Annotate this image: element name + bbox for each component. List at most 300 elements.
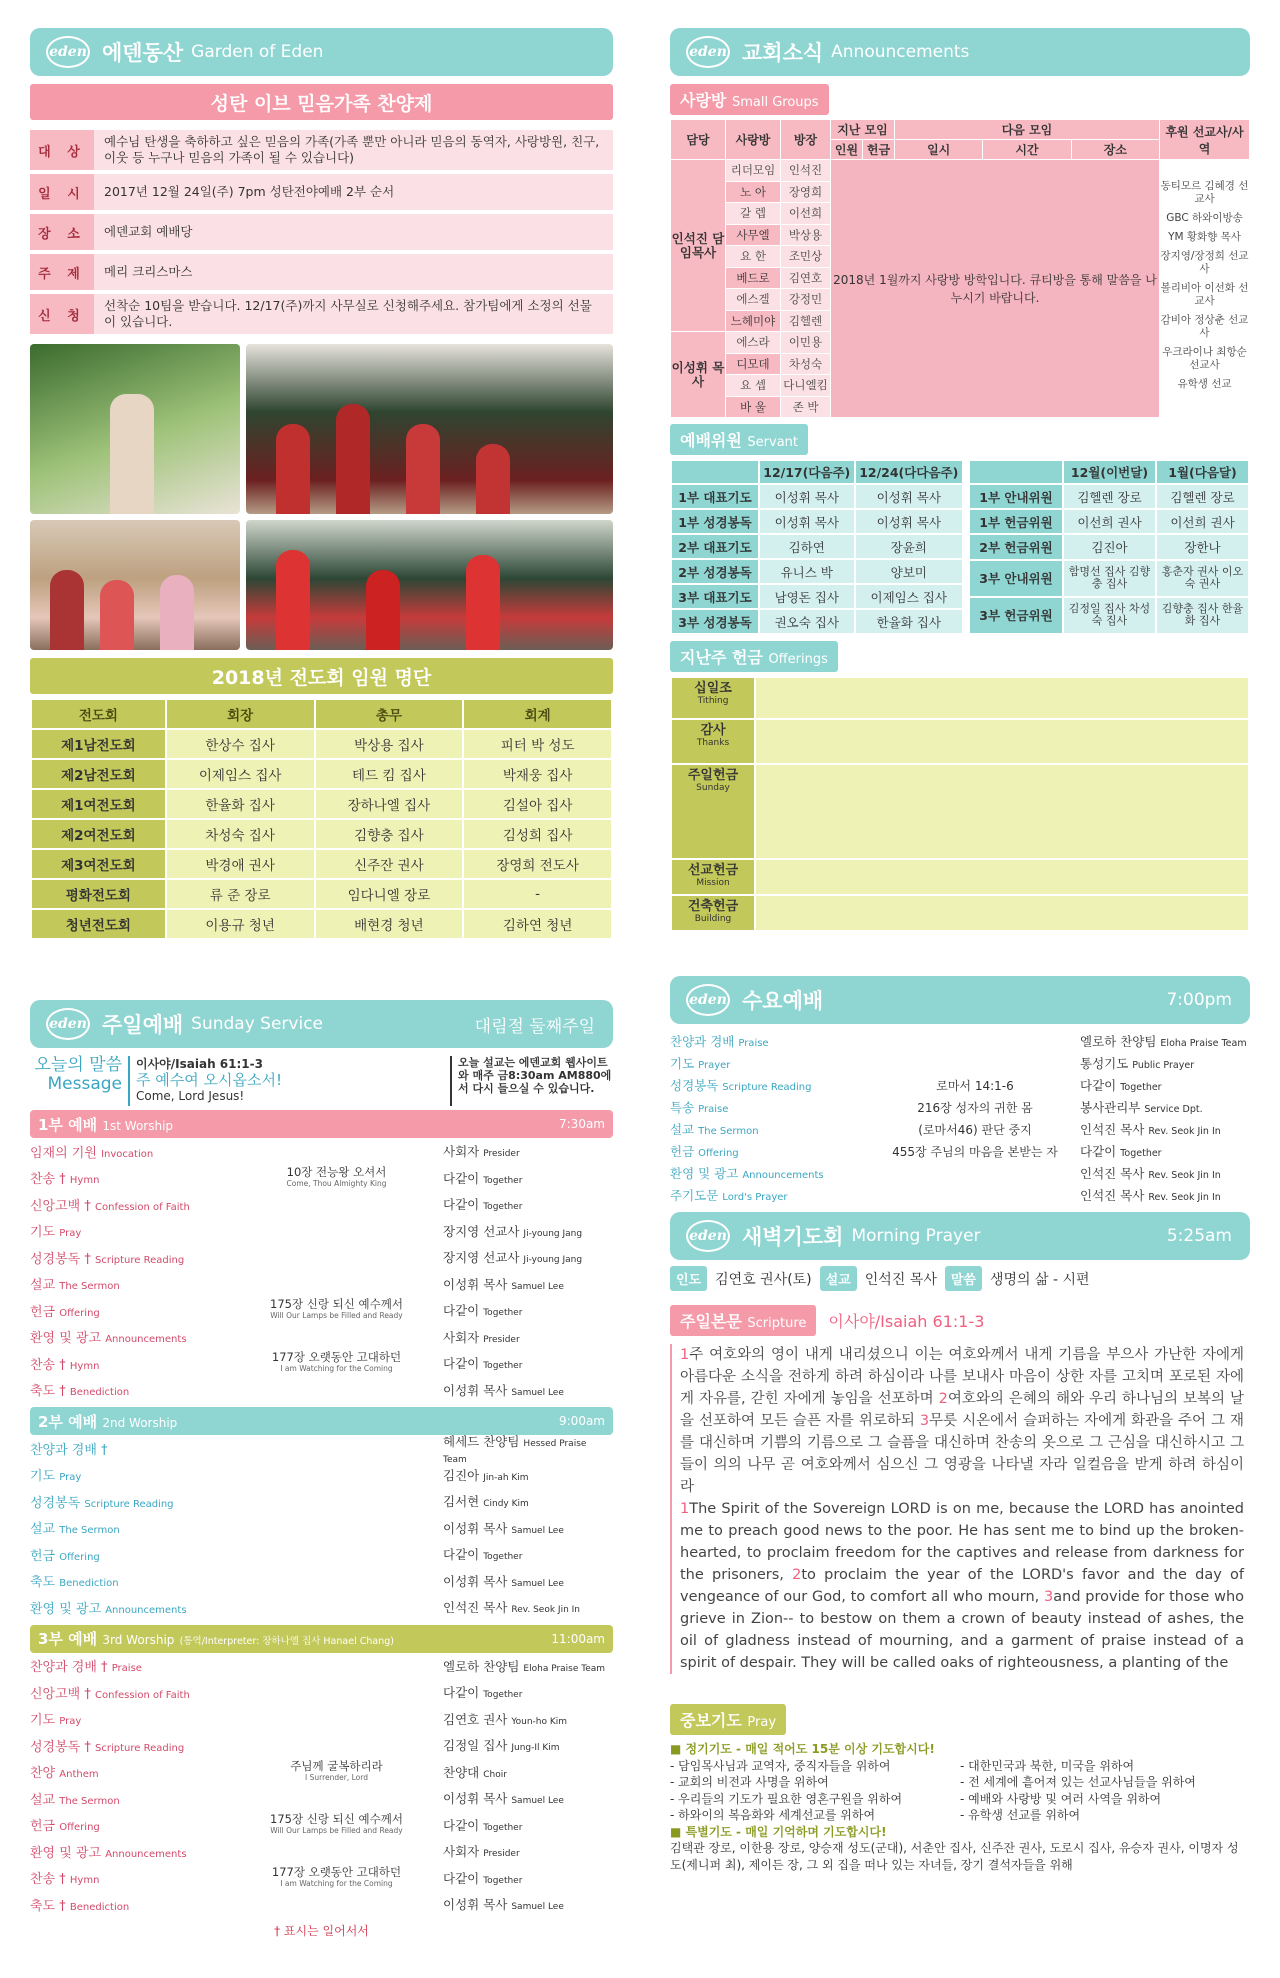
servant-name: 남영돈 집사 [759,584,855,609]
worship-item-leader [443,1248,613,1266]
item-ko: 성경봉독 † [30,1739,91,1755]
item-ko: 헌금 [670,1144,695,1159]
item-en: Announcements [742,1170,824,1181]
servant-role: 1부 헌금위원 [969,509,1063,534]
table-cell: 한율화 집사 [166,789,315,819]
servant-name: 김하연 [759,534,855,559]
col-header: 시간 [983,140,1071,160]
worship-item-leader [443,1142,613,1160]
worship-3 [30,1625,613,1918]
item-ko: 찬양과 경배 † [30,1660,108,1676]
leader-ko: 이성휘 목사 [443,1276,508,1292]
leader-en: Ji-young Jang [523,1255,583,1266]
item-en: Offering [59,1307,100,1319]
servant-role: 1부 대표기도 [671,484,759,509]
hymn-ko: 175장 신랑 되신 예수께서 [270,1297,403,1312]
leader-en: Together [483,1175,523,1186]
worship-item [30,1488,613,1515]
wed-list [670,1030,1250,1206]
leader-en: Service Dpt. [1144,1104,1203,1115]
dawn-subtitle: Morning Prayer [851,1226,981,1246]
item-ko: 기도 [670,1056,695,1071]
worship-item-leader [443,1789,613,1807]
servant-name: 한율화 집사 [855,609,963,634]
table-cell: 제1여전도회 [31,789,166,819]
hymn-en: I am Watching for the Coming [280,1364,393,1374]
mission-item: 유학생 선교 [1177,378,1232,390]
item-en: Lord's Prayer [722,1192,788,1203]
servant-name: 김향충 집사 한율화 집사 [1156,597,1249,634]
hymn-en: Will Our Lamps be Filled and Ready [270,1311,403,1321]
item-en: Hymn [69,1875,100,1887]
sunday-title: 주일예배 [102,1013,184,1037]
item-en: Confession of Faith [95,1689,190,1701]
tag-sub: Pray [747,1715,777,1730]
worship-item [30,1218,613,1245]
worship-3-header [30,1625,613,1653]
leader-en: Rev. Seok Jin In [1148,1192,1221,1203]
footnote: † 표시는 일어서서 [274,1923,369,1938]
leader-ko: 김연호 권사 [443,1711,508,1727]
offering-label: 감사 Thanks [671,719,755,764]
leader-en: Samuel Lee [511,1525,564,1536]
item-ko: 환영 및 광고 [670,1166,739,1181]
group-head: 인석진 [781,160,831,182]
worship-item-leader [443,1545,613,1563]
leader-en: Together [483,1822,523,1833]
worship-item-title [30,1492,230,1511]
item-ko: 성경봉독 † [30,1251,91,1267]
col-header: 인원 [831,140,863,160]
worship-item [30,1433,613,1465]
leader-ko: 사회자 [443,1329,480,1345]
servant-name: 유니스 박 [759,559,855,584]
group-room: 에스겔 [726,289,781,311]
prayer-item: - 전 세계에 흩어져 있는 선교사님들을 위하여 [960,1775,1196,1789]
worship-item-title [30,1248,230,1267]
table-cell: 피터 박 성도 [463,729,612,759]
group-room: 바 울 [726,396,781,418]
group-leader: 이성휘 목 사 [671,332,726,418]
item-ko: 찬양과 경배 [670,1034,735,1049]
leader-en: Presider [483,1849,520,1860]
leader-en: Samuel Lee [511,1796,564,1807]
offering-value [755,764,1249,859]
leader-en: Together [1120,1148,1162,1159]
worship-item-title [30,1895,230,1914]
verse-number: 2 [792,1567,802,1583]
worship-time: 9:00am [559,1414,605,1428]
leader-ko: 다같이 [443,1356,480,1372]
item-en: Confession of Faith [95,1201,190,1213]
prayer-list [670,1741,1250,1873]
worship-time: 11:00am [551,1631,605,1646]
table-cell: 김성희 집사 [463,819,612,849]
message-label-ko: 오늘의 말씀 [34,1055,122,1075]
leader-en: Together [483,1308,523,1319]
eden-logo-icon: eden [46,36,90,68]
wed-item [670,1162,1250,1184]
item-ko: 기도 [30,1713,56,1729]
servant-name: 이선희 권사 [1156,509,1249,534]
dawn-lead-label: 인도 [670,1266,707,1291]
wed-item [670,1096,1250,1118]
wed-item-title [670,1032,870,1050]
worship-item [30,1297,613,1324]
item-ko: 찬송 † [30,1872,66,1888]
servant-table-1 [670,459,964,635]
tag-title: 지난주 헌금 [680,648,763,667]
leader-en: Jung-Il Kim [511,1743,560,1754]
col-header: 12/17(다음주) [759,460,855,484]
worship-1-header [30,1110,613,1138]
worship-item-hymn [230,1164,443,1189]
item-ko: 축도 † [30,1898,66,1914]
table-cell: 박경애 권사 [166,849,315,879]
dawn-word: 생명의 삶 - 시편 [989,1271,1090,1288]
choir-info-table [30,126,613,338]
worship-item-title [30,1545,230,1564]
group-missions [1160,160,1250,418]
item-en: The Sermon [698,1126,759,1137]
dawn-sermon-label: 설교 [820,1266,857,1291]
table-cell: 한상수 집사 [166,729,315,759]
leader-en: Public Prayer [1132,1060,1195,1071]
servant-name: 김헬렌 장로 [1063,484,1156,509]
table-cell: 차성숙 집사 [166,819,315,849]
info-value: 예수님 탄생을 축하하고 싶은 믿음의 가족(가족 뿐만 아니라 믿음의 동역자, 사랑방원, 친구, 이웃 등 누구나 믿음의 가족이 될 수 있습니다) [94,130,613,170]
item-ko: 주기도문 [670,1188,719,1203]
wed-item-title [670,1054,870,1072]
dawn-word-label: 말씀 [945,1266,982,1291]
col-header: 회계 [463,699,612,729]
item-en: Offering [59,1551,100,1563]
choir-title: 성탄 이브 믿음가족 찬양제 [30,84,613,120]
worship-item [30,1191,613,1218]
hymn-ko: 175장 신랑 되신 예수께서 [270,1811,403,1826]
item-en: Scripture Reading [84,1498,174,1510]
leader-en: Presider [483,1149,520,1160]
item-ko: 설교 [30,1522,56,1538]
group-head: 이민용 [781,332,831,354]
info-key: 신 청 [30,294,94,334]
worship-item-leader [443,1895,613,1913]
tag-sub: Small Groups [731,95,819,110]
eden-title: 에덴동산 [102,41,184,65]
item-ko: 신앙고백 † [30,1686,91,1702]
scripture-ref: 이사야/Isaiah 61:1-3 [828,1312,985,1331]
servant-table-2 [968,459,1250,635]
servant-role: 3부 대표기도 [671,584,759,609]
mission-item: 우크라이나 최항순 선교사 [1162,346,1247,371]
col-header: 12/24(다다음주) [855,460,963,484]
table-cell: 제1남전도회 [31,729,166,759]
worship-item-title [30,1762,230,1781]
evangel-table [30,698,613,940]
servant-role: 3부 성경봉독 [671,609,759,634]
table-cell: 류 준 장로 [166,879,315,909]
offerings-section [670,641,1250,932]
leader-ko: 다같이 [1080,1078,1117,1093]
worship-item-leader [443,1275,613,1293]
small-groups-tag [670,84,829,115]
dawn-banner [670,1212,1250,1260]
worship-item-leader [443,1432,613,1465]
group-room: 요 셉 [726,375,781,397]
item-ko: 축도 [30,1575,56,1591]
worship-item-leader [443,1710,613,1728]
item-en: Benediction [59,1578,119,1590]
leader-ko: 이성휘 목사 [443,1791,508,1807]
wed-item [670,1052,1250,1074]
col-header: 담당 [671,120,726,160]
leader-ko: 다같이 [443,1197,480,1213]
worship-item [30,1679,613,1706]
verse-text: 무릇 시온에서 슬퍼하는 자에게 화관을 주어 그 재를 대신하며 기쁨의 기름으로 그 슬픔을 대신하며 찬송의 옷으로 그 근심을 대신하시고 그들이 의의 나무 곧 여호와께서 심으신 그 영광을 나타낼 자라 일컬음을 받게 하려 하심이라 [680,1413,1245,1495]
item-en: Scripture Reading [722,1082,812,1093]
col-header: 회장 [166,699,315,729]
worship-item-title [30,1142,230,1161]
leader-en: Youn-ho Kim [511,1716,568,1727]
leader-ko: 다같이 [443,1685,480,1701]
worship-item-title [30,1221,230,1240]
worship-item-leader [443,1466,613,1484]
hymn-ko: 177장 오랫동안 고대하던 [271,1350,402,1365]
worship-item [30,1865,613,1892]
prayer-section [670,1704,1250,1873]
dawn-title: 새벽기도회 [742,1225,844,1249]
info-value: 메리 크리스마스 [94,254,613,290]
message-box [30,1056,613,1106]
offerings-tag [670,641,838,672]
prayer-item: - 담임목사님과 교역자, 중직자들을 위하여 [670,1758,891,1773]
prayer-item: - 대한민국과 북한, 미국을 위하여 [960,1758,1135,1773]
worship-item-title [30,1842,230,1861]
leader-en: Eloha Praise Team [523,1663,606,1674]
leader-ko: 사회자 [443,1144,480,1160]
leader-en: Samuel Lee [511,1387,564,1398]
worship-interpreter: (통역/Interpreter: 장하나엘 집사 Hanael Chang) [179,1636,394,1647]
info-value: 선착순 10팀을 받습니다. 12/17(주)까지 사무실로 신청해주세요. 참가팀에게 소정의 선물이 있습니다. [94,294,613,334]
item-en: The Sermon [59,1525,120,1537]
wed-item-title [670,1142,870,1160]
mission-item: 볼리비아 이선화 선교사 [1160,282,1249,307]
worship-item [30,1515,613,1542]
worship-name: 2부 예배 [38,1412,98,1431]
leader-ko: 인석진 목사 [1080,1188,1145,1203]
worship-item-title [30,1354,230,1373]
item-ko: 헌금 [30,1548,56,1564]
table-cell: 제2여전도회 [31,819,166,849]
worship-item-leader [443,1598,613,1616]
leader-en: Samuel Lee [511,1281,564,1292]
worship-item-hymn [230,1864,443,1889]
photo-boy-dancing [30,344,240,514]
tag-title: 중보기도 [680,1711,742,1730]
worship-item [30,1138,613,1165]
leader-en: Eloha Praise Team [1160,1038,1247,1049]
wed-item-leader [1080,1186,1250,1204]
wed-title: 수요예배 [742,989,824,1013]
worship-item [30,1324,613,1351]
group-head: 박상용 [781,224,831,246]
worship-item [30,1377,613,1404]
group-head: 존 박 [781,396,831,418]
verse-text: 주 여호와의 영이 내게 내리셨으니 이는 여호와께서 내게 기름을 부으사 가난한 자에게 아름다운 소식을 전하게 하려 하심이라 나를 보내사 마음이 상한 자를 고치며 포로된 자에게 자유를, 갇힌 자에게 놓임을 선포하며 [680,1347,1244,1407]
servant-name: 김헬렌 장로 [1156,484,1249,509]
table-cell: 제3여전도회 [31,849,166,879]
leader-en: Ji-young Jang [523,1228,583,1239]
item-en: Prayer [698,1060,731,1071]
group-room: 사무엘 [726,224,781,246]
verse-text: 여호와의 은혜의 해와 우리 하나님의 보복의 날을 선포하여 모든 슬픈 자를 위로하되 [680,1391,1244,1429]
leader-ko: 헤세드 찬양팀 [443,1433,520,1449]
worship-item [30,1759,613,1786]
worship-item-title [30,1439,230,1458]
offering-label: 십일조 Tithing [671,677,755,719]
item-ko: 찬양 [30,1766,56,1782]
item-en: Announcements [105,1334,187,1346]
worship-2-list [30,1435,613,1621]
eden-logo-icon: eden [686,1220,730,1252]
table-cell: 박상용 집사 [315,729,464,759]
sunday-subtitle: Sunday Service [191,1014,323,1034]
photo-children [30,520,240,650]
hymn-en: Come, Thou Almighty King [286,1178,387,1188]
offerings-table [670,676,1250,932]
servant-name: 이선희 권사 [1063,509,1156,534]
worship-item-title [30,1327,230,1346]
servant-name: 이성휘 목사 [855,509,963,534]
worship-item-leader [443,1169,613,1187]
worship-item-title [30,1274,230,1293]
worship-item [30,1812,613,1839]
item-en: Announcements [105,1848,187,1860]
leader-ko: 다같이 [443,1303,480,1319]
item-en: The Sermon [59,1281,120,1293]
servant-tag [670,424,808,455]
table-cell: 테드 킴 집사 [315,759,464,789]
info-key: 장 소 [30,214,94,250]
col-header: 장소 [1071,140,1159,160]
worship-item-hymn [230,1758,443,1783]
worship-item-leader [443,1328,613,1346]
leader-ko: 이성휘 목사 [443,1382,508,1398]
leader-ko: 다같이 [1080,1144,1117,1159]
worship-item-title [30,1656,230,1675]
leader-en: Hessed Praise Team [443,1438,587,1465]
worship-item-leader [443,1301,613,1319]
table-cell: 배현경 청년 [315,909,464,939]
worship-item-title [30,1868,230,1887]
servant-name: 김정일 집사 차성숙 집사 [1063,597,1156,634]
item-ko: 헌금 [30,1304,56,1320]
servant-section [670,424,1250,635]
servant-name: 이성휘 목사 [759,484,855,509]
group-room: 노 아 [726,181,781,203]
offering-value [755,859,1249,895]
wed-item-leader [1080,1054,1250,1072]
item-en: Praise [738,1038,769,1049]
dawn-info [670,1266,1250,1291]
item-en: Anthem [59,1769,99,1781]
leader-en: Together [483,1552,523,1563]
worship-item [30,1244,613,1271]
item-en: Scripture Reading [95,1742,185,1754]
worship-item-leader [443,1519,613,1537]
worship-item-leader [443,1354,613,1372]
leader-en: Samuel Lee [511,1902,564,1913]
group-room: 느헤미야 [726,310,781,332]
item-en: Offering [59,1822,100,1834]
hymn-ko: 177장 오랫동안 고대하던 [271,1864,402,1879]
verse-text: to proclaim the year of the LORD's favor and the day of vengeance of our God, to comfort all who mourn, [680,1567,1244,1605]
worship-item-title [30,1598,230,1617]
col-header: 헌금 [863,140,895,160]
wed-item [670,1184,1250,1206]
worship-item [30,1541,613,1568]
right-column [670,28,1250,1873]
worship-2 [30,1407,613,1621]
worship-item-hymn [230,1352,443,1374]
verse-text: and provide for those who grieve in Zion-- to bestow on them a crown of beauty instead of ashes, the oil of gladness instead of mourning, and a garment of praise instead of a spirit of despair. They will be called oaks of righteousness, a planting of the [680,1589,1244,1671]
worship-name: 1부 예배 [38,1115,98,1134]
group-head: 다니엘킴 [781,375,831,397]
servant-role: 2부 헌금위원 [969,534,1063,559]
scripture-header [670,1305,1250,1336]
item-ko: 특송 [670,1100,695,1115]
col-header: 사랑방 [726,120,781,160]
worship-1 [30,1110,613,1403]
worship-item [30,1891,613,1918]
table-cell: 평화전도회 [31,879,166,909]
servant-name: 양보미 [855,559,963,584]
item-ko: 신앙고백 † [30,1198,91,1214]
verse-number: 3 [919,1413,930,1429]
worship-item-title [30,1789,230,1808]
leader-en: Rev. Seok Jin In [1148,1170,1221,1181]
leader-en: Rev. Seok Jin In [1148,1126,1221,1137]
servant-role: 1부 성경봉독 [671,509,759,534]
leader-ko: 다같이 [443,1547,480,1563]
worship-3-list [30,1653,613,1918]
leader-ko: 엘로하 찬양팀 [1080,1034,1157,1049]
servant-name: 권오숙 집사 [759,609,855,634]
verse-number: 2 [938,1391,948,1407]
eden-logo-icon: eden [686,36,730,68]
eden-subtitle: Garden of Eden [191,42,324,62]
table-cell: 임다니엘 장로 [315,879,464,909]
item-ko: 찬송 † [30,1357,66,1373]
servant-name: 장윤희 [855,534,963,559]
wed-item-leader [1080,1076,1250,1094]
worship-item-title [30,1571,230,1590]
worship-item-leader [443,1869,613,1887]
wed-item-leader [1080,1142,1250,1160]
leader-ko: 장지영 선교사 [443,1223,520,1239]
worship-item-leader [443,1381,613,1399]
scripture-text [670,1344,1250,1674]
worship-item-hymn [230,1299,443,1321]
item-ko: 성경봉독 [30,1495,81,1511]
table-cell: 김설아 집사 [463,789,612,819]
group-head: 장영희 [781,181,831,203]
leader-ko: 봉사관리부 [1080,1100,1141,1115]
leader-en: Rev. Seok Jin In [511,1605,580,1616]
servant-name: 이성휘 목사 [759,509,855,534]
sunday-banner [30,1000,613,1048]
item-ko: 환영 및 광고 [30,1845,102,1861]
